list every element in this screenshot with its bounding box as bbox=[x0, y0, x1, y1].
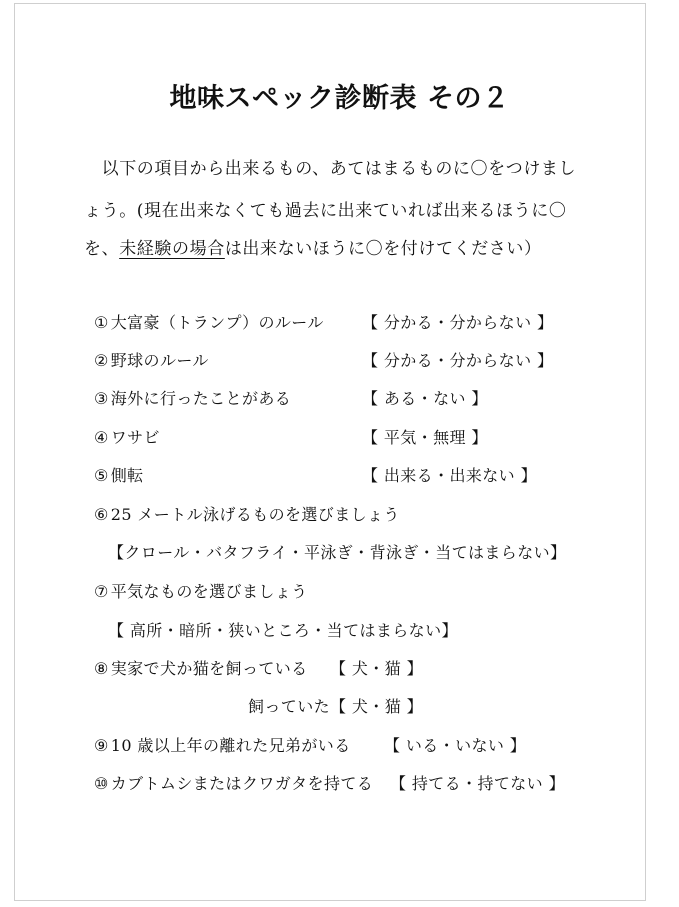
item-5-options: 【 出来る・出来ない 】 bbox=[362, 466, 537, 485]
intro-line-2: ょう。(現在出来なくても過去に出来ていれば出来るほうに〇 bbox=[84, 201, 567, 221]
item-number: ④ bbox=[94, 428, 109, 447]
intro-line-3-post: は出来ないほうに〇を付けてください） bbox=[224, 239, 542, 259]
item-10-options: 【 持てる・持てない 】 bbox=[390, 774, 565, 793]
intro-line-3-pre: を、 bbox=[84, 239, 120, 259]
item-text: 平気なものを選びましょう bbox=[110, 582, 308, 601]
document-page bbox=[14, 3, 646, 901]
item-8-extra-options: 【 犬・猫 】 bbox=[330, 697, 423, 716]
item-8-extra-text: 飼っていた bbox=[248, 697, 331, 716]
item-1-label bbox=[94, 310, 324, 333]
item-5-label bbox=[94, 463, 144, 486]
item-2-label bbox=[94, 348, 209, 371]
intro-underlined-text: 未経験の場合 bbox=[119, 239, 225, 259]
item-number: ③ bbox=[94, 389, 109, 408]
item-text: 10 歳以上年の離れた兄弟がいる bbox=[110, 736, 351, 755]
item-text: 25 メートル泳げるものを選びましょう bbox=[110, 505, 400, 524]
item-8-label bbox=[94, 656, 308, 679]
item-text: 側転 bbox=[110, 466, 144, 485]
item-7-label bbox=[94, 579, 308, 602]
item-4-options: 【 平気・無理 】 bbox=[362, 428, 488, 447]
item-text: 大富豪（トランプ）のルール bbox=[110, 313, 324, 332]
item-text: カブトムシまたはクワガタを持てる bbox=[110, 774, 374, 793]
intro-line-1: 以下の項目から出来るもの、あてはまるものに〇をつけまし bbox=[84, 159, 577, 179]
page-title: 地味スペック診断表 その２ bbox=[169, 83, 510, 114]
item-10-label bbox=[94, 771, 373, 794]
intro-line-3 bbox=[84, 234, 542, 259]
item-8-extra bbox=[248, 694, 423, 717]
item-1-options: 【 分かる・分からない 】 bbox=[362, 313, 554, 332]
item-9-label bbox=[94, 733, 351, 756]
item-8-options: 【 犬・猫 】 bbox=[330, 659, 423, 678]
item-number: ⑥ bbox=[94, 505, 109, 524]
item-number: ② bbox=[94, 351, 109, 370]
item-text: 海外に行ったことがある bbox=[110, 389, 292, 408]
item-text: 実家で犬か猫を飼っている bbox=[110, 659, 308, 678]
item-9-options: 【 いる・いない 】 bbox=[384, 736, 527, 755]
item-3-options: 【 ある・ない 】 bbox=[362, 389, 488, 408]
item-number: ⑩ bbox=[94, 774, 109, 793]
item-number: ⑦ bbox=[94, 582, 109, 601]
item-text: ワサビ bbox=[110, 428, 160, 447]
item-number: ⑧ bbox=[94, 659, 109, 678]
item-number: ⑨ bbox=[94, 736, 109, 755]
item-text: 野球のルール bbox=[110, 351, 209, 370]
item-2-options: 【 分かる・分からない 】 bbox=[362, 351, 554, 370]
item-number: ⑤ bbox=[94, 466, 109, 485]
item-4-label bbox=[94, 425, 160, 448]
item-7-options: 【 高所・暗所・狭いところ・当てはまらない】 bbox=[108, 621, 458, 640]
item-6-label bbox=[94, 502, 400, 525]
item-6-options: 【クロール・バタフライ・平泳ぎ・背泳ぎ・当てはまらない】 bbox=[108, 543, 567, 562]
item-3-label bbox=[94, 386, 291, 409]
item-number: ① bbox=[94, 313, 109, 332]
